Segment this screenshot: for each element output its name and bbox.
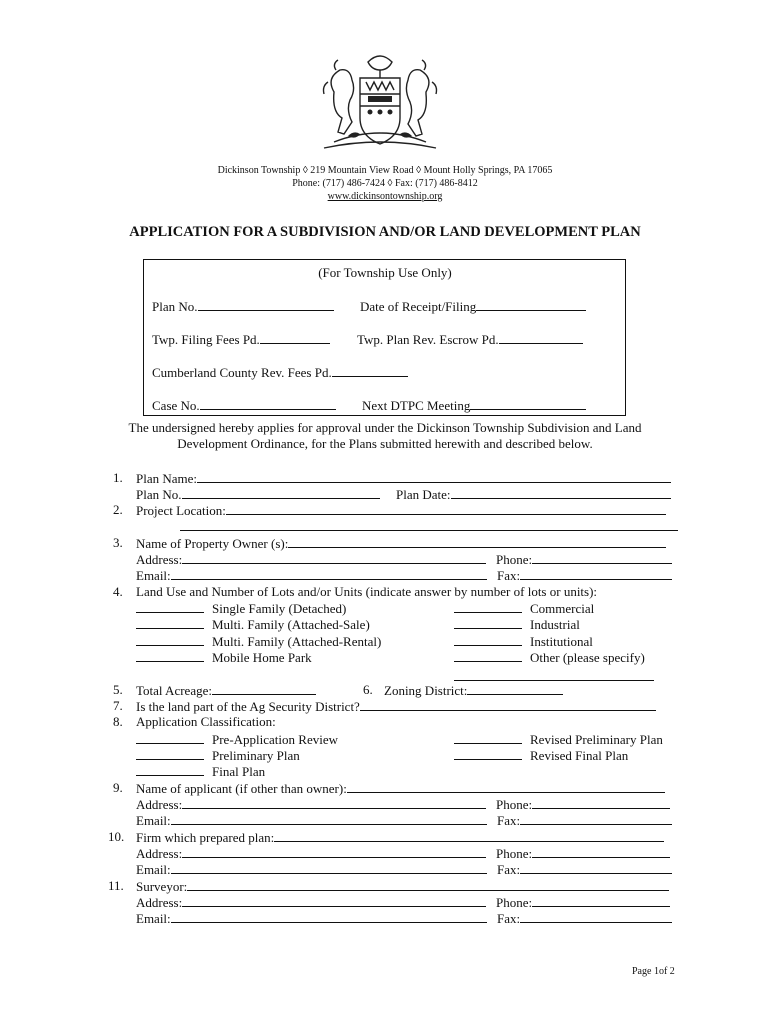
mobile-home-field[interactable] xyxy=(136,649,204,662)
other-specify-field[interactable] xyxy=(454,668,654,681)
county-fees-field[interactable] xyxy=(332,364,408,377)
owner-field[interactable] xyxy=(288,535,666,548)
other-field[interactable] xyxy=(454,649,522,662)
county-fees-label: Cumberland County Rev. Fees Pd. xyxy=(152,365,332,380)
owner-address-label: Address: xyxy=(136,552,183,567)
commercial-label: Commercial xyxy=(530,601,595,616)
applicant-address-label: Address: xyxy=(136,797,183,812)
pre-app-label: Pre-Application Review xyxy=(212,732,338,747)
item-number: 6. xyxy=(363,682,373,697)
dtpc-field[interactable] xyxy=(470,397,586,410)
institutional-label: Institutional xyxy=(530,634,593,649)
zoning-label: Zoning District: xyxy=(384,683,468,698)
applicant-address-field[interactable] xyxy=(182,796,486,809)
surveyor-phone-field[interactable] xyxy=(532,894,670,907)
applicant-phone-field[interactable] xyxy=(532,796,670,809)
firm-address-label: Address: xyxy=(136,846,183,861)
item-number: 5. xyxy=(113,682,123,697)
township-seal-icon xyxy=(304,52,456,160)
zoning-field[interactable] xyxy=(467,682,563,695)
header-address: Dickinson Township ◊ 219 Mountain View Road ◊ Mount Holly Springs, PA 17065 xyxy=(217,165,553,176)
owner-address-field[interactable] xyxy=(182,551,486,564)
form-title: APPLICATION FOR A SUBDIVISION AND/OR LAND DEVELOPMENT PLAN xyxy=(129,224,641,240)
plan-no-field[interactable] xyxy=(182,486,380,499)
plan-name-field[interactable] xyxy=(197,470,671,483)
other-label: Other (please specify) xyxy=(530,650,645,665)
single-family-label: Single Family (Detached) xyxy=(212,601,347,616)
date-receipt-field[interactable] xyxy=(476,298,586,311)
filing-fees-label: Twp. Filing Fees Pd. xyxy=(152,332,260,347)
filing-fees-field[interactable] xyxy=(260,331,330,344)
rev-prelim-label: Revised Preliminary Plan xyxy=(530,732,663,747)
final-field[interactable] xyxy=(136,763,204,776)
preliminary-field[interactable] xyxy=(136,747,204,760)
firm-phone-field[interactable] xyxy=(532,845,670,858)
applicant-email-field[interactable] xyxy=(171,812,487,825)
item-number: 9. xyxy=(113,780,123,795)
multi-sale-label: Multi. Family (Attached-Sale) xyxy=(212,617,370,632)
applicant-phone-label: Phone: xyxy=(496,797,533,812)
item-number: 8. xyxy=(113,714,123,729)
firm-fax-field[interactable] xyxy=(520,861,672,874)
owner-fax-label: Fax: xyxy=(497,568,521,583)
multi-rental-field[interactable] xyxy=(136,633,204,646)
rev-prelim-field[interactable] xyxy=(454,731,522,744)
industrial-field[interactable] xyxy=(454,616,522,629)
item-number: 10. xyxy=(108,829,125,844)
applicant-email-label: Email: xyxy=(136,813,171,828)
applicant-fax-label: Fax: xyxy=(497,813,521,828)
surveyor-field[interactable] xyxy=(187,878,669,891)
location-field[interactable] xyxy=(226,502,666,515)
firm-phone-label: Phone: xyxy=(496,846,533,861)
multi-sale-field[interactable] xyxy=(136,616,204,629)
classification-label: Application Classification: xyxy=(136,714,276,729)
rev-final-label: Revised Final Plan xyxy=(530,748,629,763)
plan-no-label: Plan No. xyxy=(152,299,198,314)
escrow-label: Twp. Plan Rev. Escrow Pd. xyxy=(357,332,499,347)
firm-email-field[interactable] xyxy=(171,861,487,874)
single-family-field[interactable] xyxy=(136,600,204,613)
rev-final-field[interactable] xyxy=(454,747,522,760)
ag-security-label: Is the land part of the Ag Security District? xyxy=(136,699,360,714)
intro-paragraph: The undersigned hereby applies for approval under the Dickinson Township Subdivision and Land Development Ordinance, for the Plans submitted herewith and described below. xyxy=(128,420,642,451)
owner-fax-field[interactable] xyxy=(520,567,672,580)
firm-address-field[interactable] xyxy=(182,845,486,858)
owner-phone-label: Phone: xyxy=(496,552,533,567)
office-plan-no-field[interactable] xyxy=(198,298,334,311)
dtpc-label: Next DTPC Meeting xyxy=(362,398,471,413)
location-field-line2[interactable] xyxy=(180,518,678,531)
preliminary-label: Preliminary Plan xyxy=(212,748,300,763)
commercial-field[interactable] xyxy=(454,600,522,613)
header-phone: Phone: (717) 486-7424 ◊ Fax: (717) 486-8412 xyxy=(292,178,478,189)
location-label: Project Location: xyxy=(136,503,226,518)
applicant-label: Name of applicant (if other than owner): xyxy=(136,781,347,796)
page-number: Page 1of 2 xyxy=(632,966,675,977)
land-use-label: Land Use and Number of Lots and/or Units (indicate answer by number of lots or units): xyxy=(136,584,598,599)
item-number: 2. xyxy=(113,502,123,517)
item-number: 3. xyxy=(113,535,123,550)
surveyor-email-field[interactable] xyxy=(171,910,487,923)
case-no-label: Case No. xyxy=(152,398,200,413)
township-use-heading: (For Township Use Only) xyxy=(318,265,452,280)
applicant-fax-field[interactable] xyxy=(520,812,672,825)
plan-name-label: Plan Name: xyxy=(136,471,198,486)
pre-app-field[interactable] xyxy=(136,731,204,744)
item-number: 4. xyxy=(113,584,123,599)
final-label: Final Plan xyxy=(212,764,266,779)
industrial-label: Industrial xyxy=(530,617,580,632)
firm-label: Firm which prepared plan: xyxy=(136,830,275,845)
firm-email-label: Email: xyxy=(136,862,171,877)
owner-email-label: Email: xyxy=(136,568,171,583)
surveyor-address-label: Address: xyxy=(136,895,183,910)
escrow-field[interactable] xyxy=(499,331,583,344)
surveyor-address-field[interactable] xyxy=(182,894,486,907)
institutional-field[interactable] xyxy=(454,633,522,646)
acreage-label: Total Acreage: xyxy=(136,683,212,698)
case-no-field[interactable] xyxy=(200,397,336,410)
item-number: 11. xyxy=(108,878,124,893)
surveyor-fax-label: Fax: xyxy=(497,911,521,926)
item-number: 1. xyxy=(113,470,123,485)
plan-date-field[interactable] xyxy=(451,486,671,499)
multi-rental-label: Multi. Family (Attached-Rental) xyxy=(212,634,382,649)
surveyor-email-label: Email: xyxy=(136,911,171,926)
firm-fax-label: Fax: xyxy=(497,862,521,877)
acreage-field[interactable] xyxy=(212,682,316,695)
owner-email-field[interactable] xyxy=(171,567,487,580)
header-website[interactable]: www.dickinsontownship.org xyxy=(327,191,443,202)
plan-no-item-label: Plan No. xyxy=(136,487,182,502)
owner-label: Name of Property Owner (s): xyxy=(136,536,289,551)
ag-security-field[interactable] xyxy=(360,698,656,711)
date-receipt-label: Date of Receipt/Filing xyxy=(360,299,477,314)
firm-field[interactable] xyxy=(274,829,664,842)
plan-date-label: Plan Date: xyxy=(396,487,451,502)
surveyor-phone-label: Phone: xyxy=(496,895,533,910)
applicant-field[interactable] xyxy=(347,780,665,793)
mobile-home-label: Mobile Home Park xyxy=(212,650,312,665)
owner-phone-field[interactable] xyxy=(532,551,672,564)
surveyor-fax-field[interactable] xyxy=(520,910,672,923)
surveyor-label: Surveyor: xyxy=(136,879,188,894)
item-number: 7. xyxy=(113,698,123,713)
